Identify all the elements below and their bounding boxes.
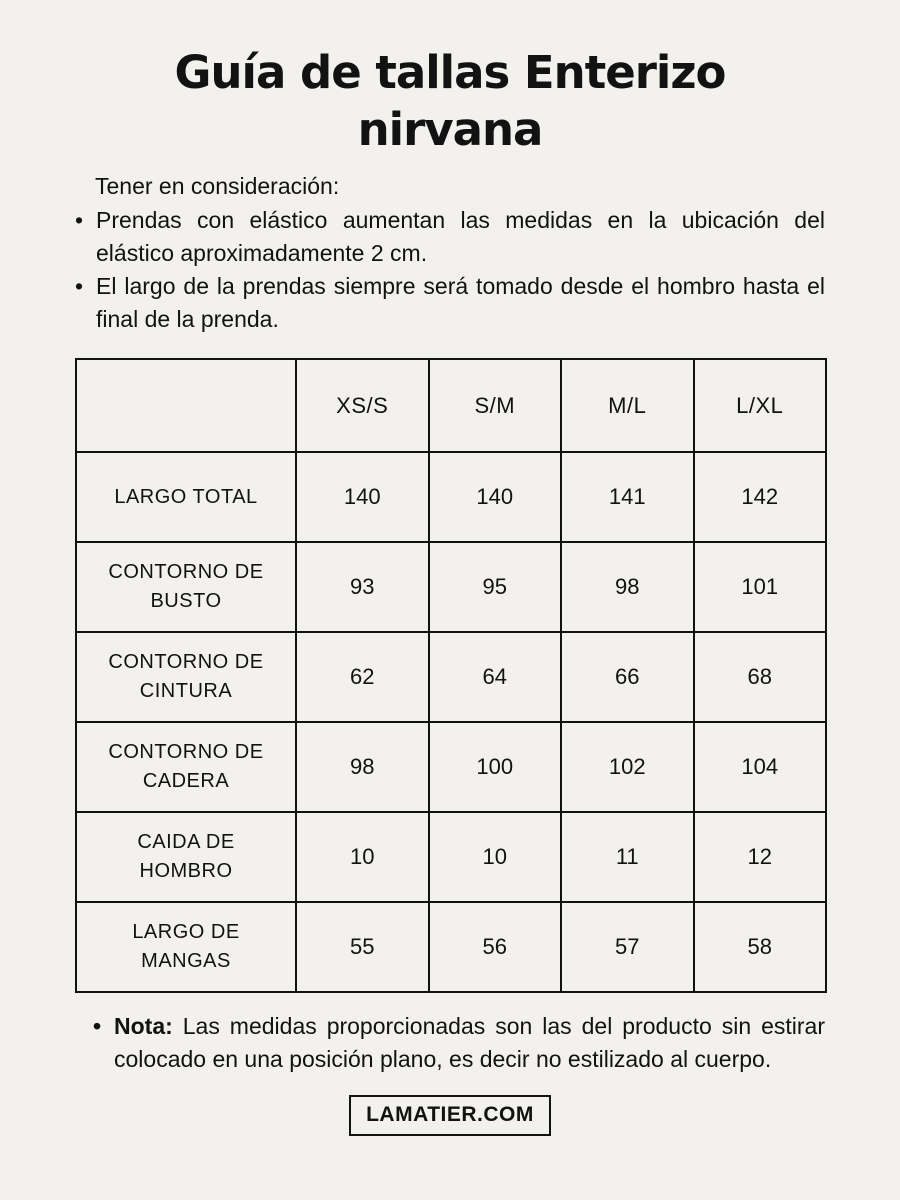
row-label: CONTORNO DE BUSTO [76,542,296,632]
size-table [75,358,827,993]
note-text [114,1010,825,1076]
table-cell: 55 [296,902,429,992]
column-header-s-m: S/M [429,359,562,452]
table-cell: 62 [296,632,429,722]
page-title [0,0,900,158]
table-cell: 140 [429,452,562,542]
page-title-line2: nirvana [357,103,543,156]
table-cell: 68 [694,632,827,722]
table-cell: 141 [561,452,694,542]
table-row [76,632,826,722]
footer [0,1095,900,1136]
table-cell: 142 [694,452,827,542]
table-cell: 100 [429,722,562,812]
table-cell: 56 [429,902,562,992]
table-cell: 10 [429,812,562,902]
table-cell: 102 [561,722,694,812]
consideration-text: El largo de la prendas siempre será tomado desde el hombro hasta el final de la prenda. [96,273,825,332]
table-row [76,542,826,632]
note-body: Las medidas proporcionadas son las del producto sin estirar colocado en una posición plano, es decir no estilizado al cuerpo. [114,1013,825,1072]
note-section [93,1010,825,1076]
column-header-xs-s: XS/S [296,359,429,452]
table-cell: 98 [296,722,429,812]
table-row [76,452,826,542]
bullet-icon [93,1010,114,1076]
table-cell: 101 [694,542,827,632]
row-label: LARGO TOTAL [76,452,296,542]
row-label: CAIDA DE HOMBRO [76,812,296,902]
table-cell: 57 [561,902,694,992]
corner-cell [76,359,296,452]
table-cell: 93 [296,542,429,632]
row-label: LARGO DE MANGAS [76,902,296,992]
brand-badge: LAMATIER.COM [349,1095,551,1136]
row-label: CONTORNO DE CINTURA [76,632,296,722]
table-cell: 64 [429,632,562,722]
table-cell: 10 [296,812,429,902]
column-header-m-l: M/L [561,359,694,452]
note-label: Nota: [114,1013,173,1039]
table-row [76,902,826,992]
table-cell: 11 [561,812,694,902]
column-header-l-xl: L/XL [694,359,827,452]
table-cell: 12 [694,812,827,902]
table-cell: 104 [694,722,827,812]
considerations-heading: Tener en consideración: [95,173,340,199]
table-row [76,722,826,812]
bullet-icon [75,270,96,336]
page-title-line1: Guía de tallas Enterizo [174,46,726,99]
list-item [75,204,825,270]
table-cell: 140 [296,452,429,542]
table-row [76,812,826,902]
consideration-text: Prendas con elástico aumentan las medidas en la ubicación del elástico aproximadamente 2 cm. [96,207,825,266]
list-item [75,270,825,336]
table-header-row [76,359,826,452]
bullet-icon [75,204,96,270]
table-cell: 66 [561,632,694,722]
table-cell: 95 [429,542,562,632]
table-cell: 58 [694,902,827,992]
row-label: CONTORNO DE CADERA [76,722,296,812]
table-cell: 98 [561,542,694,632]
considerations-section [75,171,825,993]
